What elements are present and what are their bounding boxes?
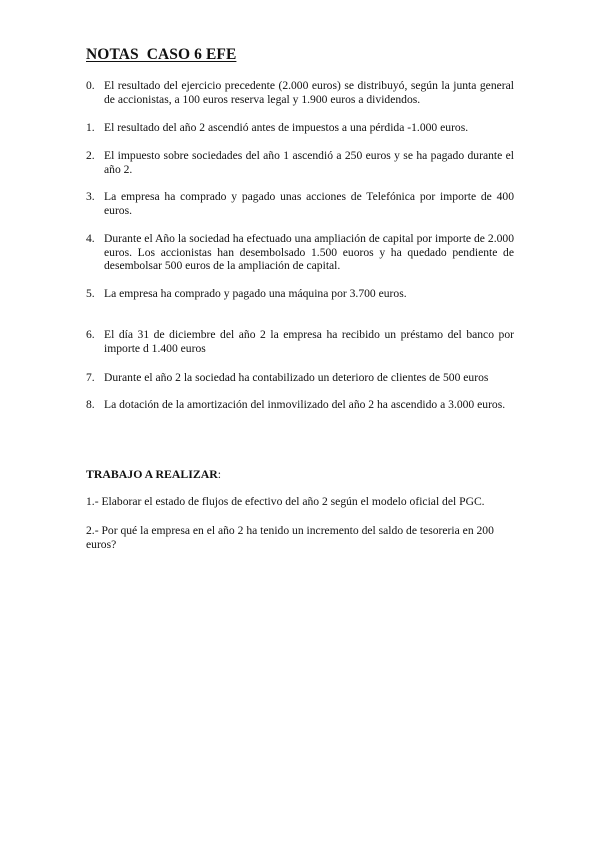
note-text: Durante el Año la sociedad ha efectuado una ampliación de capital por importe de 2.000 euros. Los accionistas han desembolsado 1.500 euoros y ha quedado pendiente de desembolsar 500 euros de la ampliación de capital.	[104, 232, 514, 273]
note-item	[86, 232, 514, 273]
note-item	[86, 371, 514, 385]
note-text: El impuesto sobre sociedades del año 1 ascendió a 250 euros y se ha pagado durante el año 2.	[104, 149, 514, 176]
note-text: La dotación de la amortización del inmovilizado del año 2 ha ascendido a 3.000 euros.	[104, 398, 506, 411]
note-item	[86, 287, 514, 301]
note-number: 0.	[86, 79, 95, 92]
note-number: 6.	[86, 328, 95, 341]
note-number: 3.	[86, 190, 95, 203]
note-text: La empresa ha comprado y pagado unas acciones de Telefónica por importe de 400 euros.	[104, 190, 514, 217]
task-heading	[86, 467, 221, 482]
task-heading-colon: :	[217, 467, 222, 481]
note-number: 7.	[86, 371, 95, 384]
task-item: 2.- Por qué la empresa en el año 2 ha tenido un incremento del saldo de tesoreria en 200 euros?	[86, 524, 494, 551]
task-item: 1.- Elaborar el estado de flujos de efectivo del año 2 según el modelo oficial del PGC.	[86, 495, 485, 508]
note-item	[86, 79, 514, 106]
note-text: El resultado del ejercicio precedente (2.000 euros) se distribuyó, según la junta general de accionistas, a 100 euros reserva legal y 1.900 euros a dividendos.	[104, 79, 514, 106]
note-number: 8.	[86, 398, 95, 411]
note-number: 5.	[86, 287, 95, 300]
note-item	[86, 149, 514, 176]
note-item	[86, 328, 514, 355]
note-item	[86, 398, 514, 412]
note-text: El día 31 de diciembre del año 2 la empresa ha recibido un préstamo del banco por importe d 1.400 euros	[104, 328, 514, 355]
note-item	[86, 190, 514, 217]
task-heading-label: TRABAJO A REALIZAR	[86, 467, 218, 481]
note-text: La empresa ha comprado y pagado una máquina por 3.700 euros.	[104, 287, 407, 300]
note-item	[86, 121, 514, 135]
note-number: 2.	[86, 149, 95, 162]
page-title: NOTAS CASO 6 EFE	[86, 46, 237, 63]
note-text: El resultado del año 2 ascendió antes de impuestos a una pérdida -1.000 euros.	[104, 121, 469, 134]
note-number: 4.	[86, 232, 95, 245]
note-text: Durante el año 2 la sociedad ha contabilizado un deterioro de clientes de 500 euros	[104, 371, 489, 384]
note-number: 1.	[86, 121, 95, 134]
